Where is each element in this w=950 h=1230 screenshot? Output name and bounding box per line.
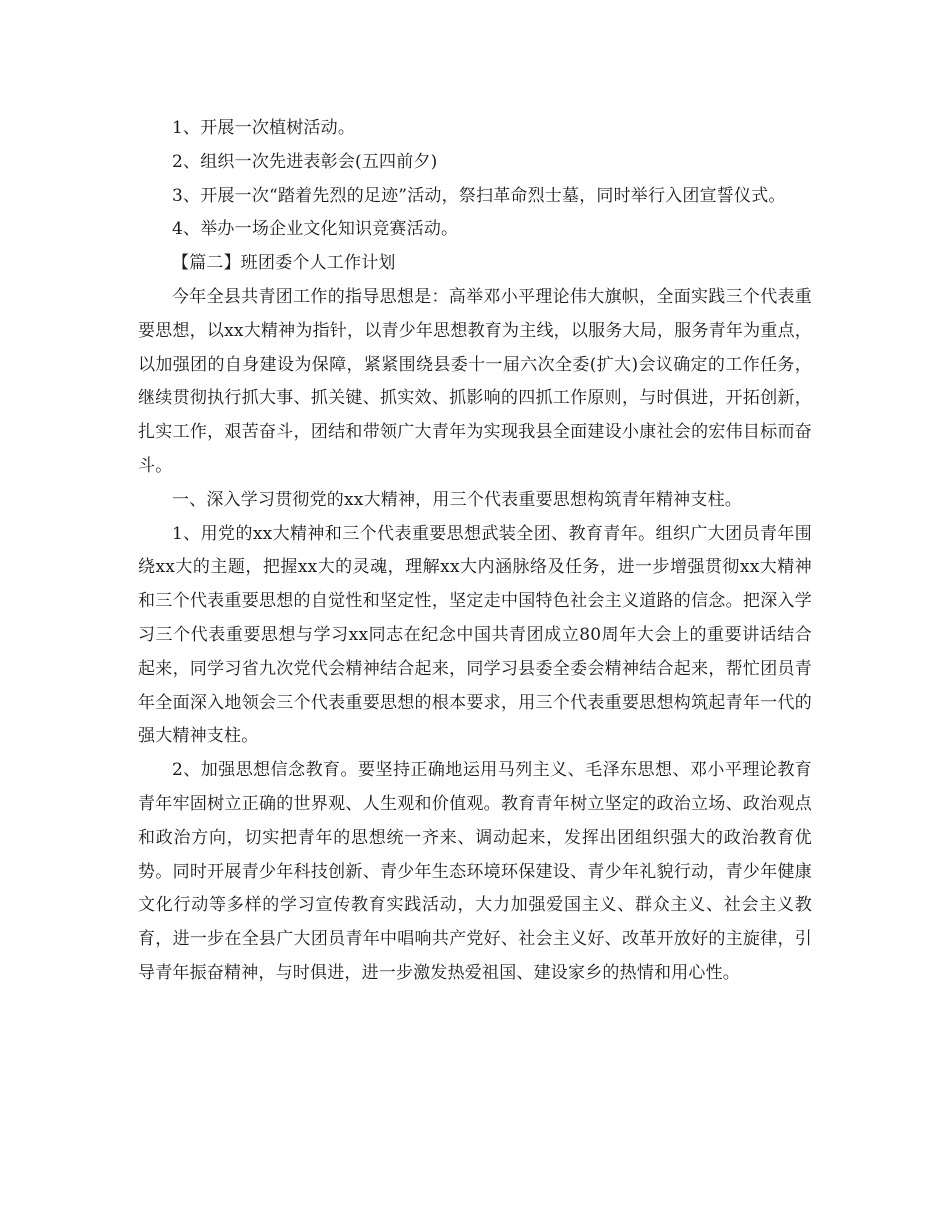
paragraph-item-2: 2、组织一次先进表彰会(五四前夕) (172, 151, 438, 172)
study-paragraph: 1、用党的xx大精神和三个代表重要思想武装全团、教育青年。组织广大团员青年围绕xx大的主题，把握xx大的灵魂，理解xx大内涵脉络及任务，进一步增强贯彻xx大精神和三个代表重要思想的自觉性和坚定性，坚定走中国特色社会主义道路的信念。把深入学习三个代表重要思想与学习xx同志在纪念中国共青团成立80周年大会上的重要讲话结合起来，同学习省九次党代会精神结合起来，同学习县委全委会精神结合起来，帮忙团员青年全面深入地领会三个代表重要思想的根本要求，用三个代表重要思想构筑起青年一代的强大精神支柱。 (138, 523, 812, 747)
paragraph-item-3: 3、开展一次“踏着先烈的足迹”活动，祭扫革命烈士墓，同时举行入团宣誓仪式。 (172, 185, 786, 206)
section-heading: 【篇二】班团委个人工作计划 (172, 253, 396, 274)
guiding-ideology-paragraph: 今年全县共青团工作的指导思想是：高举邓小平理论伟大旗帜，全面实践三个代表重要思想，以xx大精神为指针，以青少年思想教育为主线，以服务大局，服务青年为重点，以加强团的自身建设为保障，紧紧围绕县委十一届六次全委(扩大)会议确定的工作任务，继续贯彻执行抓大事、抓关键、抓实效、抓影响的四抓工作原则，与时俱进，开拓创新，扎实工作，艰苦奋斗，团结和带领广大青年为实现我县全面建设小康社会的宏伟目标而奋斗。 (138, 286, 812, 476)
paragraph-item-4: 4、举办一场企业文化知识竞赛活动。 (172, 219, 459, 240)
subsection-heading: 一、深入学习贯彻党的xx大精神，用三个代表重要思想构筑青年精神支柱。 (172, 489, 742, 510)
belief-education-paragraph: 2、加强思想信念教育。要坚持正确地运用马列主义、毛泽东思想、邓小平理论教育青年牢固树立正确的世界观、人生观和价值观。教育青年树立坚定的政治立场、政治观点和政治方向，切实把青年的思想统一齐来、调动起来，发挥出团组织强大的政治教育优势。同时开展青少年科技创新、青少年生态环境环保建设、青少年礼貌行动，青少年健康文化行动等多样的学习宣传教育实践活动，大力加强爱国主义、群众主义、社会主义教育，进一步在全县广大团员青年中唱响共产党好、社会主义好、改革开放好的主旋律，引导青年振奋精神，与时俱进，进一步激发热爱祖国、建设家乡的热情和用心性。 (138, 760, 812, 983)
paragraph-item-1: 1、开展一次植树活动。 (172, 118, 356, 138)
